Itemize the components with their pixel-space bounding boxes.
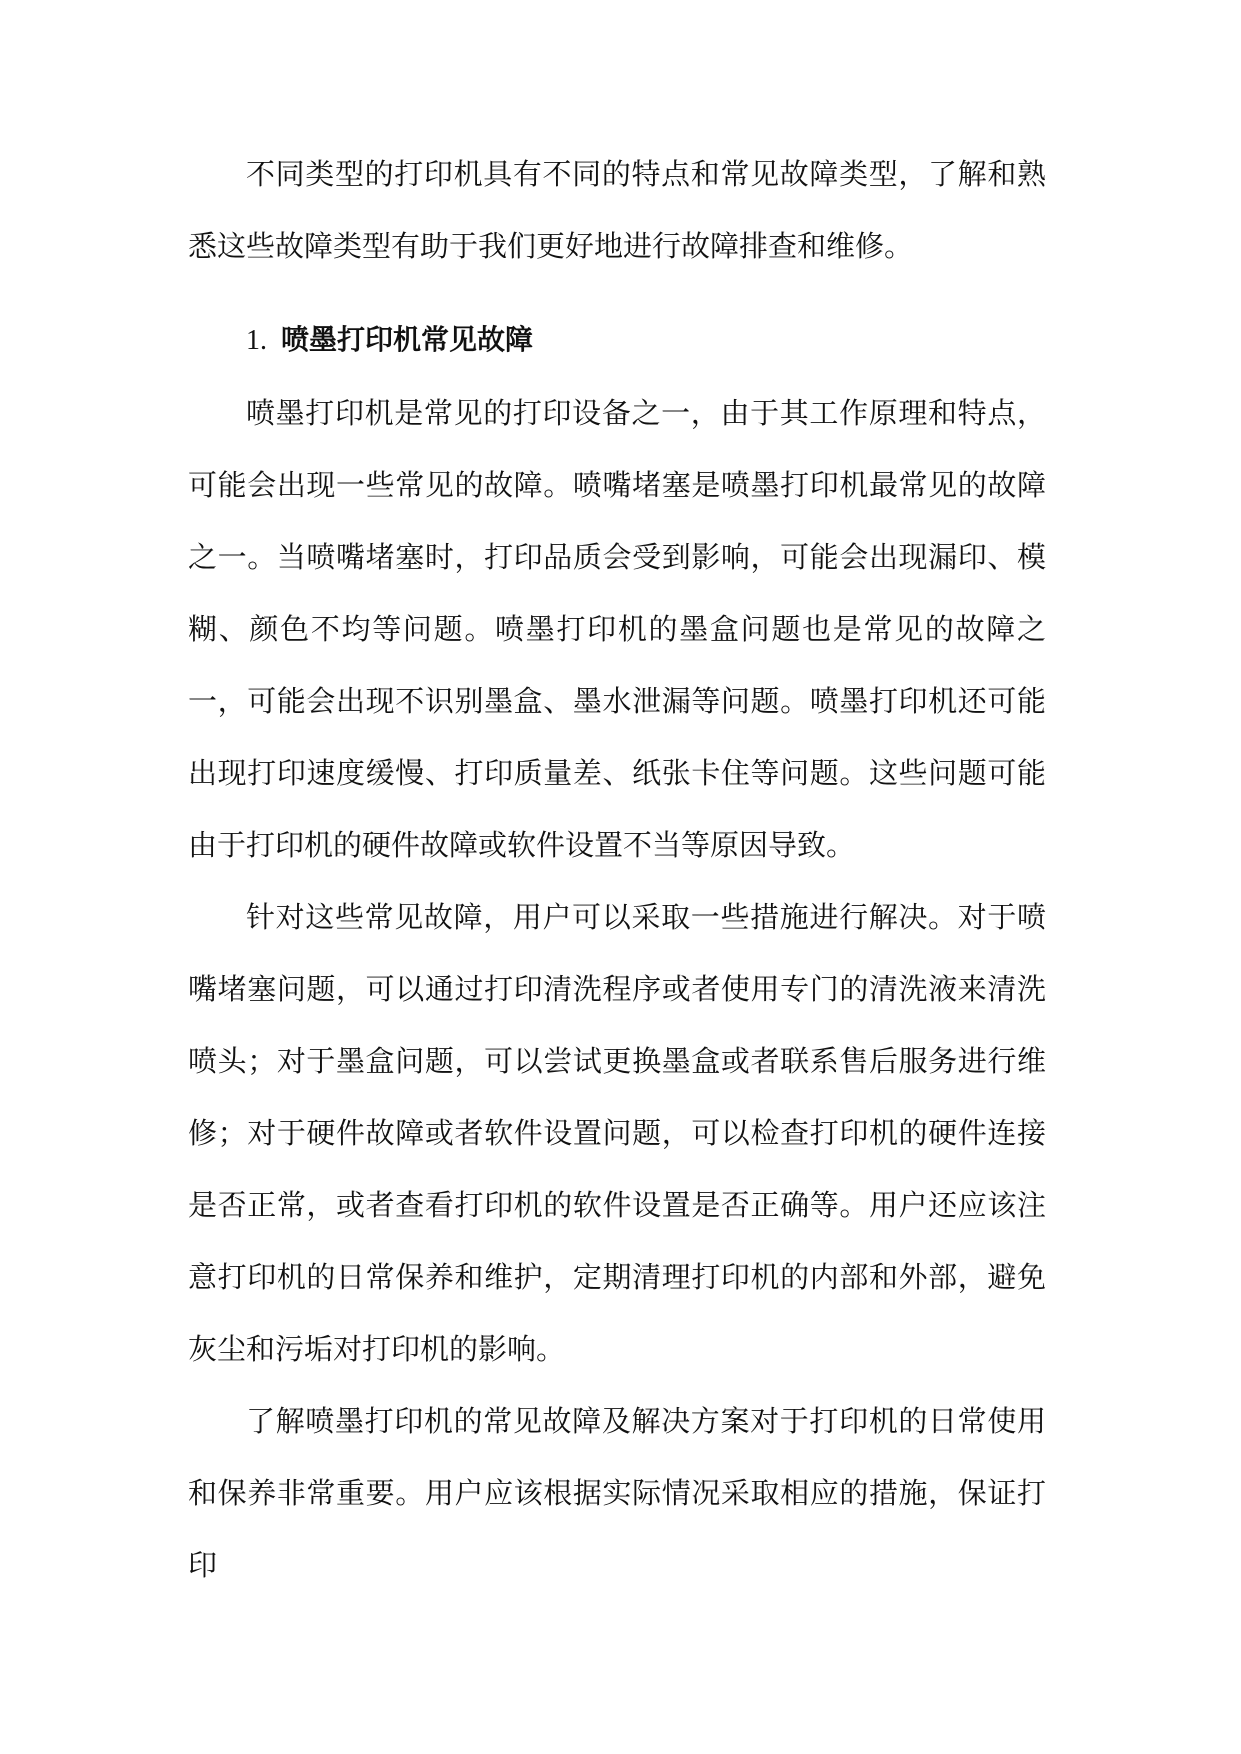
section-heading <box>188 304 1046 377</box>
section-title: 喷墨打印机常见故障 <box>281 323 534 356</box>
paragraph: 喷墨打印机是常见的打印设备之一，由于其工作原理和特点，可能会出现一些常见的故障。喷嘴堵塞是喷墨打印机最常见的故障之一。当喷嘴堵塞时，打印品质会受到影响，可能会出现漏印、模糊、颜色不均等问题。喷墨打印机的墨盒问题也是常见的故障之一，可能会出现不识别墨盒、墨水泄漏等问题。喷墨打印机还可能出现打印速度缓慢、打印质量差、纸张卡住等问题。这些问题可能由于打印机的硬件故障或软件设置不当等原因导致。 <box>188 396 1046 862</box>
section-number: 1. <box>246 325 267 356</box>
paragraph: 了解喷墨打印机的常见故障及解决方案对于打印机的日常使用和保养非常重要。用户应该根据实际情况采取相应的措施，保证打印 <box>188 1404 1046 1582</box>
document-body <box>188 138 1046 1601</box>
paragraph: 针对这些常见故障，用户可以采取一些措施进行解决。对于喷嘴堵塞问题，可以通过打印清洗程序或者使用专门的清洗液来清洗喷头；对于墨盒问题，可以尝试更换墨盒或者联系售后服务进行维修；对于硬件故障或者软件设置问题，可以检查打印机的硬件连接是否正常，或者查看打印机的软件设置是否正确等。用户还应该注意打印机的日常保养和维护，定期清理打印机的内部和外部，避免灰尘和污垢对打印机的影响。 <box>188 900 1046 1366</box>
intro-paragraph: 不同类型的打印机具有不同的特点和常见故障类型，了解和熟悉这些故障类型有助于我们更好地进行故障排查和维修。 <box>188 157 1046 263</box>
